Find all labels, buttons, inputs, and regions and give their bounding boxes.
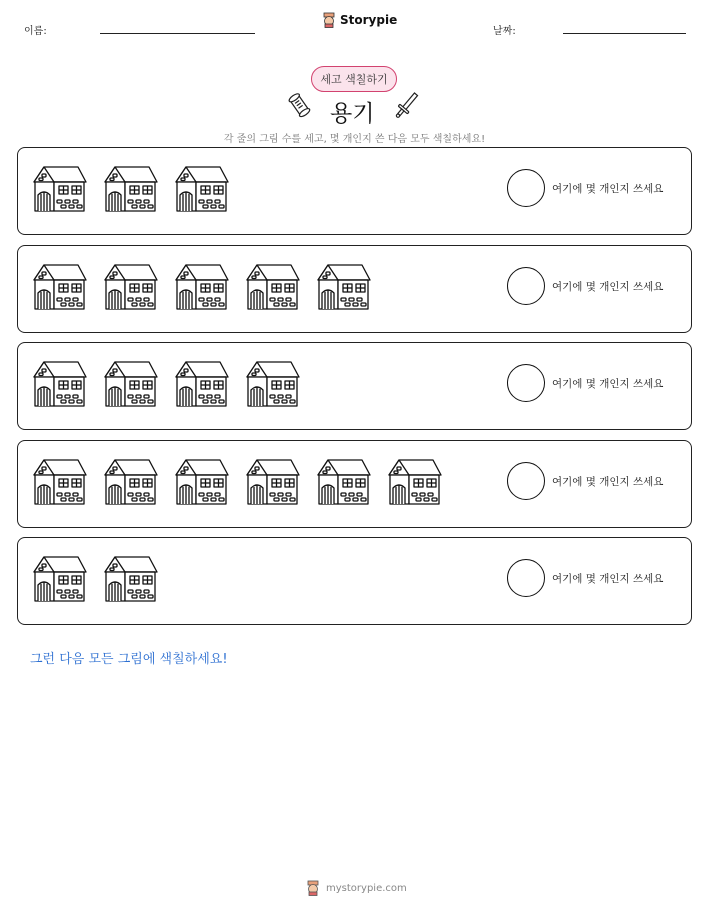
- scroll-icon: [288, 92, 312, 120]
- counting-row-5: [17, 537, 692, 625]
- house-icon: [30, 260, 88, 312]
- house-icon: [101, 162, 159, 214]
- brand-logo: [322, 12, 397, 28]
- house-icon: [30, 455, 88, 507]
- instructions: 각 줄의 그림 수를 세고, 몇 개인지 쓴 다음 모두 색칠하세요!: [223, 134, 486, 145]
- brand-name: Storypie: [340, 13, 398, 27]
- storypie-mascot-icon: [322, 12, 336, 28]
- name-field-line[interactable]: [100, 33, 255, 34]
- answer-prompt: 여기에 몇 개인지 쓰세요: [552, 476, 664, 488]
- house-icon: [243, 260, 301, 312]
- house-icon: [101, 260, 159, 312]
- date-label: 날짜:: [493, 26, 516, 37]
- storypie-mascot-icon: [306, 880, 320, 896]
- house-icon: [385, 455, 443, 507]
- worksheet-type-badge: [311, 66, 397, 92]
- answer-prompt: 여기에 몇 개인지 쓰세요: [552, 183, 664, 195]
- answer-circle[interactable]: [507, 364, 545, 402]
- answer-circle[interactable]: [507, 169, 545, 207]
- answer-circle[interactable]: [507, 559, 545, 597]
- house-icon: [172, 162, 230, 214]
- house-icon: [172, 357, 230, 409]
- date-field-line[interactable]: [563, 33, 686, 34]
- house-group: [30, 260, 372, 312]
- footer-site: [306, 880, 407, 896]
- site-url: mystorypie.com: [326, 882, 407, 894]
- sword-icon: [394, 89, 420, 121]
- house-icon: [314, 455, 372, 507]
- counting-row-1: [17, 147, 692, 235]
- answer-circle[interactable]: [507, 267, 545, 305]
- counting-row-4: [17, 440, 692, 528]
- house-icon: [314, 260, 372, 312]
- house-icon: [30, 552, 88, 604]
- answer-prompt: 여기에 몇 개인지 쓰세요: [552, 378, 664, 390]
- answer-prompt: 여기에 몇 개인지 쓰세요: [552, 573, 664, 585]
- house-icon: [101, 357, 159, 409]
- house-icon: [101, 455, 159, 507]
- counting-row-2: [17, 245, 692, 333]
- house-icon: [243, 357, 301, 409]
- counting-row-3: [17, 342, 692, 430]
- house-icon: [30, 357, 88, 409]
- answer-prompt: 여기에 몇 개인지 쓰세요: [552, 281, 664, 293]
- name-label: 이름:: [24, 26, 47, 37]
- answer-circle[interactable]: [507, 462, 545, 500]
- closing-note: 그런 다음 모든 그림에 색칠하세요!: [30, 652, 228, 667]
- house-icon: [30, 162, 88, 214]
- house-icon: [172, 260, 230, 312]
- worksheet-title: 용기: [330, 101, 375, 127]
- house-group: [30, 455, 443, 507]
- house-icon: [243, 455, 301, 507]
- house-icon: [172, 455, 230, 507]
- house-icon: [101, 552, 159, 604]
- badge-text: 세고 색칠하기: [320, 73, 388, 86]
- house-group: [30, 357, 301, 409]
- house-group: [30, 552, 159, 604]
- house-group: [30, 162, 230, 214]
